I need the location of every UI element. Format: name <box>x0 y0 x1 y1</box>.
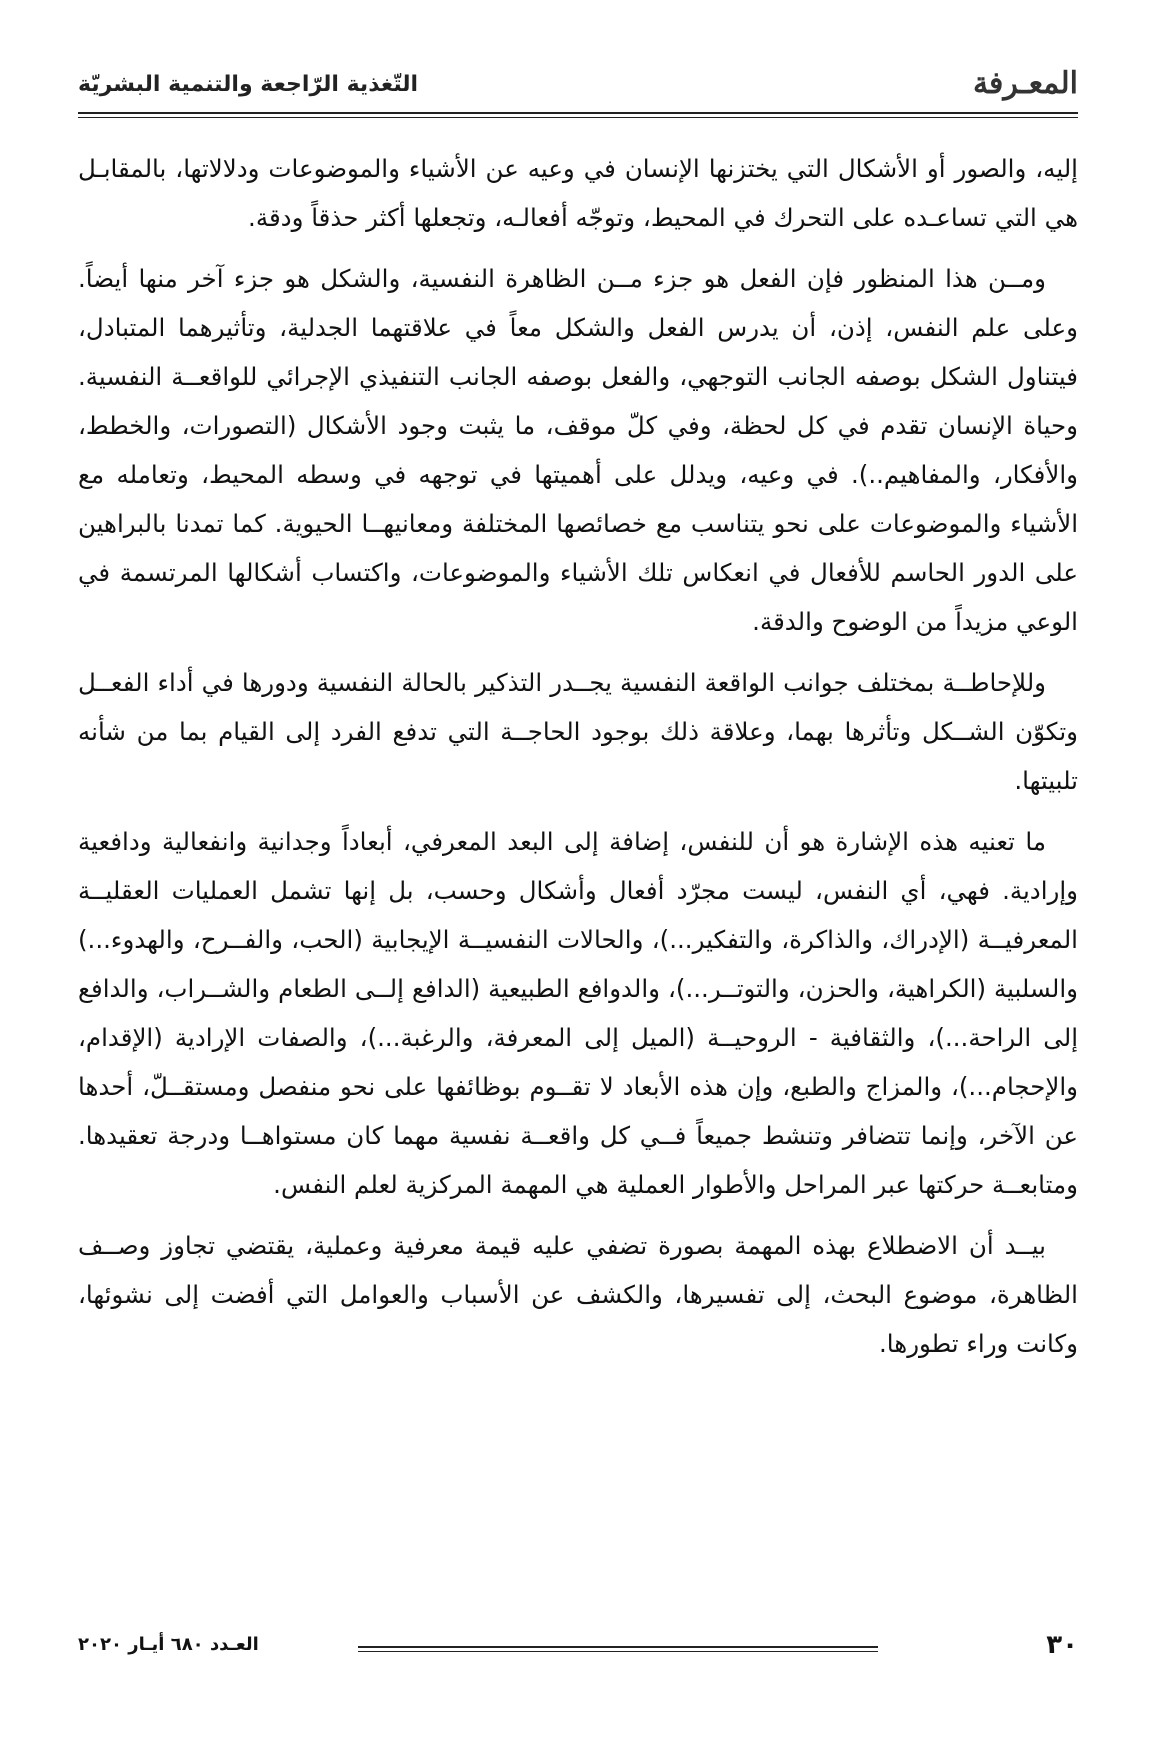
paragraph-4: ما تعنيه هذه الإشارة هو أن للنفس، إضافة إلى البعد المعرفي، أبعاداً وجدانية وانفعالية ودافعية وإرادية. فهي، أي النفس، ليست مجرّد أفعال وأشكال وحسب، بل إنها تشمل العمليات العقليــة المعرفيــة (الإدراك، والذاكرة، والتفكير...)، والحالات النفسيــة الإيجابية (الحب، والفــرح، والهدوء...) والسلبية (الكراهية، والحزن، والتوتــر...)، والدوافع الطبيعية (الدافع إلــى الطعام والشــراب، والدافع إلى الراحة...)، والثقافية - الروحيــة (الميل إلى المعرفة، والرغبة...)، والصفات الإرادية (الإقدام، والإحجام...)، والمزاج والطبع، وإن هذه الأبعاد لا تقــوم بوظائفها على نحو منفصل ومستقــلّ، أحدها عن الآخر، وإنما تتضافر وتنشط جميعاً فــي كل واقعــة نفسية مهما كان مستواهــا ودرجة تعقيدها. ومتابعــة حركتها عبر المراحل والأطوار العملية هي المهمة المركزية لعلم النفس. <box>78 827 1078 1199</box>
paragraph-5: بيــد أن الاضطلاع بهذه المهمة بصورة تضفي عليه قيمة معرفية وعملية، يقتضي تجاوز وصــف الظاهرة، موضوع البحث، إلى تفسيرها، والكشف عن الأسباب والعوامل التي أفضت إلى نشوئها، وكانت وراء تطورها. <box>78 1231 1078 1358</box>
paragraph-1: إليه، والصور أو الأشكال التي يختزنها الإنسان في وعيه عن الأشياء والموضوعات ودلالاتها، بالمقابـل هي التي تساعـده على التحرك في المحيط، وتوجّه أفعالـه، وتجعلها أكثر حذقاً ودقة. <box>78 154 1078 232</box>
header-rule-thin <box>78 117 1078 118</box>
issue-info: العـدد ٦٨٠ أيـار ٢٠٢٠ <box>78 1634 259 1655</box>
article-body <box>78 144 1078 1380</box>
footer-rule <box>358 1646 878 1648</box>
page-number: ٣٠ <box>1046 1630 1078 1660</box>
paragraph-2: ومــن هذا المنظور فإن الفعل هو جزء مــن الظاهرة النفسية، والشكل هو جزء آخر منها أيضاً. وعلى علم النفس، إذن، أن يدرس الفعل والشكل معاً في علاقتهما الجدلية، وتأثيرهما المتبادل، فيتناول الشكل بوصفه الجانب التوجهي، والفعل بوصفه الجانب التنفيذي الإجرائي للواقعــة النفسية. وحياة الإنسان تقدم في كل لحظة، وفي كلّ موقف، ما يثبت وجود الأشكال (التصورات، والخطط، والأفكار، والمفاهيم..). في وعيه، ويدلل على أهميتها في توجهه في وسطه المحيط، وتعامله مع الأشياء والموضوعات على نحو يتناسب مع خصائصها المختلفة ومعانيهــا الحيوية. كما تمدنا بالبراهين على الدور الحاسم للأفعال في انعكاس تلك الأشياء والموضوعات، واكتساب أشكالها المرتسمة في الوعي مزيداً من الوضوح والدقة. <box>78 264 1078 636</box>
running-title: التّغذية الرّاجعة والتنمية البشريّة <box>78 72 419 97</box>
page-footer <box>78 1630 1078 1670</box>
footer-rule-thin <box>358 1651 878 1652</box>
magazine-logo: المعـرفة <box>972 66 1078 101</box>
page-header <box>78 58 1078 118</box>
header-rule <box>78 112 1078 114</box>
paragraph-3: وللإحاطــة بمختلف جوانب الواقعة النفسية يجــدر التذكير بالحالة النفسية ودورها في أداء الفعــل وتكوّن الشــكل وتأثرها بهما، وعلاقة ذلك بوجود الحاجــة التي تدفع الفرد إلى القيام بما من شأنه تلبيتها. <box>78 668 1078 795</box>
